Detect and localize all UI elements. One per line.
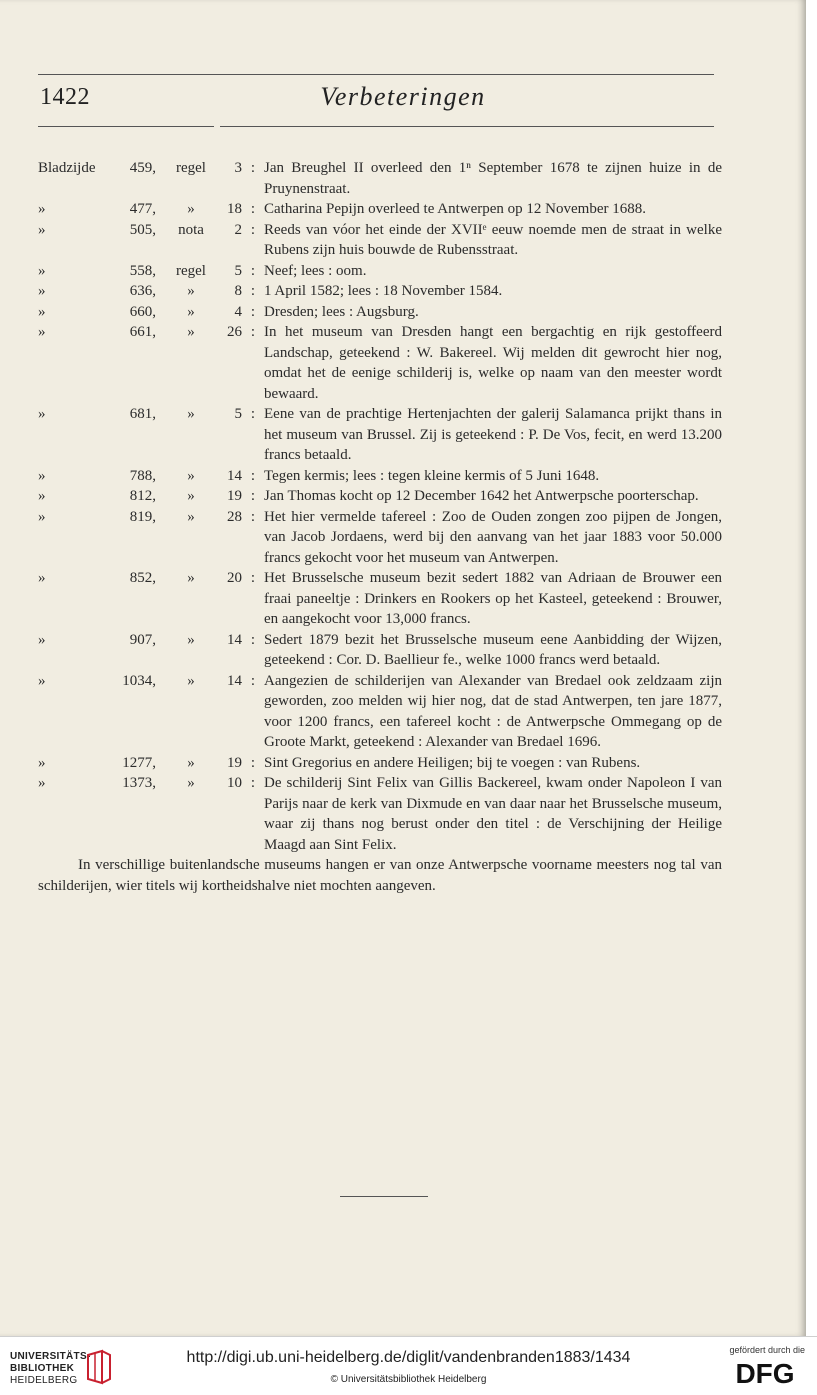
entry-text: Neef; lees : oom.: [264, 262, 367, 279]
page-number: 1422: [40, 84, 90, 110]
entry-label: »: [38, 672, 46, 689]
entry-label: »: [38, 303, 46, 320]
entry-page: 907,: [129, 631, 156, 648]
entry-kind: »: [187, 467, 195, 484]
entry-colon: :: [250, 508, 256, 525]
running-header: [0, 82, 806, 122]
entry-text: Eene van de prachtige Hertenjachten der galerij Salamanca prijkt thans in het museum van Brussel. Zij is geteekend : P. De Vos, fecit, en werd 13.200 francs betaald.: [264, 406, 722, 463]
entry-label: »: [38, 754, 46, 771]
entry-line: 14: [227, 631, 242, 648]
entry-label: »: [38, 283, 46, 299]
top-rule: [38, 74, 714, 75]
entry-text: De schilderij Sint Felix van Gillis Backereel, kwam onder Napoleon I van Parijs naar de kerk van Dixmude en van daar naar het Brusselsche museum, waar zij thans nog berust onder den titel : de Verschijning der Heilige Maagd aan Sint Felix.: [264, 775, 722, 853]
entry-label: »: [38, 467, 46, 484]
entry-kind: »: [187, 303, 195, 320]
errata-entry: [38, 322, 722, 404]
entry-text: Aangezien de schilderijen van Alexander van Bredael ook zeldzaam zijn geworden, zoo melden wij hier nog, dat de stad Antwerpen, ten jare 1877, voor 1200 francs, een tafereel kocht : de Antwerpsche Ommegang op de Groote Markt, geteekend : Alexander van Bredael 1696.: [264, 672, 722, 750]
entry-colon: :: [250, 262, 256, 279]
entry-text: Jan Breughel II overleed den 1ⁿ September 1678 te zijnen huize in de Pruynenstraat.: [264, 160, 722, 197]
entry-label: »: [38, 488, 46, 504]
entry-kind: »: [187, 672, 195, 689]
closing-paragraph: In verschillige buitenlandsche museums hangen er van onze Antwerpsche voorname meesters nog tal van schilderijen, wier titels wij kortheidshalve niet mochten aangeven.: [38, 857, 722, 894]
entry-line: 8: [234, 283, 242, 299]
errata-entry: [38, 404, 722, 466]
entry-kind: »: [187, 508, 195, 525]
entry-colon: :: [250, 283, 256, 299]
entry-colon: :: [250, 775, 256, 791]
entry-text: Het hier vermelde tafereel : Zoo de Ouden zongen zoo pijpen de Jongen, van Jacob Jordaens, werd bij den aanvang van het jaar 1883 voor 50.000 francs gekocht voor het museum van Antwerpen.: [264, 508, 722, 566]
dfg-logo-icon: [725, 1357, 805, 1387]
footer-bar: [0, 1336, 817, 1395]
entry-page: 660,: [129, 303, 156, 320]
entry-label: »: [38, 775, 46, 791]
entry-colon: :: [250, 201, 256, 217]
errata-list: [38, 158, 722, 911]
errata-entry: [38, 486, 722, 507]
funded-by-text: gefördert durch die: [729, 1345, 805, 1355]
entry-page: 819,: [129, 508, 156, 525]
citation-link[interactable]: http://digi.ub.uni-heidelberg.de/diglit/vandenbranden1883/1434: [186, 1349, 631, 1366]
entry-page: 558,: [129, 262, 156, 279]
errata-entry: [38, 630, 722, 671]
entry-colon: :: [250, 754, 256, 771]
entry-label: »: [38, 631, 46, 648]
entry-line: 14: [227, 672, 242, 689]
header-rule-left: [38, 126, 214, 127]
entry-page: 812,: [129, 488, 156, 504]
entry-kind: regel: [176, 262, 206, 279]
errata-entry: [38, 773, 722, 855]
errata-entry: [38, 281, 722, 302]
entry-colon: :: [250, 406, 256, 422]
entry-kind: »: [187, 570, 195, 586]
entry-label: »: [38, 262, 46, 279]
entry-text: In het museum van Dresden hangt een bergachtig en rijk gestoffeerd Landschap, geteekend : W. Bakereel. Wij melden dit gewrocht hier nog, omdat het de eenige schilderij is, welke op naam van den meester wordt bewaard.: [264, 324, 722, 402]
entry-line: 28: [227, 508, 242, 525]
entry-kind: nota: [178, 221, 204, 238]
errata-entry: [38, 466, 722, 487]
entry-kind: »: [187, 201, 195, 217]
entry-kind: regel: [176, 160, 206, 176]
end-rule: [340, 1196, 428, 1197]
entry-page: 1034,: [122, 672, 156, 689]
entry-colon: :: [250, 303, 256, 320]
entry-line: 5: [234, 406, 242, 422]
entry-kind: »: [187, 488, 195, 504]
entry-line: 18: [227, 201, 242, 217]
entry-text: Dresden; lees : Augsburg.: [264, 303, 419, 320]
entry-line: 4: [234, 303, 242, 320]
entry-page: 459,: [129, 160, 156, 176]
entry-kind: »: [187, 406, 195, 422]
errata-entry: [38, 753, 722, 774]
entry-label: »: [38, 221, 46, 238]
entry-page: 505,: [129, 221, 156, 238]
entry-line: 2: [234, 221, 242, 238]
entry-page: 788,: [129, 467, 156, 484]
entry-label: »: [38, 508, 46, 525]
entry-page: 852,: [129, 570, 156, 586]
entry-text: Tegen kermis; lees : tegen kleine kermis of 5 Juni 1648.: [264, 467, 600, 484]
entry-line: 14: [227, 467, 242, 484]
entry-kind: »: [187, 324, 195, 340]
entry-line: 19: [227, 754, 242, 771]
entry-label: »: [38, 201, 46, 217]
entry-page: 661,: [129, 324, 156, 340]
entry-line: 3: [234, 160, 242, 176]
entry-label: »: [38, 406, 46, 422]
entry-line: 10: [227, 775, 242, 791]
library-name-line: BIBLIOTHEK: [10, 1363, 75, 1374]
errata-entry: [38, 261, 722, 282]
library-name-line: HEIDELBERG: [10, 1375, 78, 1386]
entry-line: 26: [227, 324, 242, 340]
entry-text: Reeds van vóor het einde der XVIIᵉ eeuw noemde men de straat in welke Rubens zijn huis bouwde de Rubensstraat.: [264, 221, 722, 258]
entry-text: Sedert 1879 bezit het Brusselsche museum eene Aanbidding der Wijzen, geteekend : Cor. D. Baellieur fe., welke 1000 francs werd betaald.: [264, 631, 722, 668]
entry-text: 1 April 1582; lees : 18 November 1584.: [264, 283, 503, 299]
entry-colon: :: [250, 221, 256, 238]
entry-line: 5: [234, 262, 242, 279]
entry-colon: :: [250, 672, 256, 689]
library-name-line: UNIVERSITÄTS-: [10, 1351, 91, 1362]
entry-line: 19: [227, 488, 242, 504]
errata-entry: [38, 671, 722, 753]
entry-colon: :: [250, 324, 256, 340]
copyright-text: © Universitätsbibliothek Heidelberg: [330, 1374, 487, 1385]
errata-entry: [38, 507, 722, 569]
entry-kind: »: [187, 754, 195, 771]
entry-label: »: [38, 570, 46, 586]
entry-colon: :: [250, 631, 256, 648]
errata-entry: [38, 199, 722, 220]
entry-page: 1277,: [122, 754, 156, 771]
errata-entry: [38, 302, 722, 323]
entry-text: Jan Thomas kocht op 12 December 1642 het Antwerpsche poorterschap.: [264, 488, 699, 504]
entry-page: 636,: [129, 283, 156, 299]
entry-page: 477,: [129, 201, 156, 217]
entry-text: Sint Gregorius en andere Heiligen; bij te voegen : van Rubens.: [264, 754, 641, 771]
entry-colon: :: [250, 488, 256, 504]
errata-entry: [38, 158, 722, 199]
entry-page: 681,: [129, 406, 156, 422]
entry-page: 1373,: [122, 775, 156, 791]
entry-kind: »: [187, 283, 195, 299]
errata-entry: [38, 220, 722, 261]
entry-text: Catharina Pepijn overleed te Antwerpen op 12 November 1688.: [264, 201, 646, 217]
dfg-logo-text: DFG: [735, 1358, 795, 1387]
entry-colon: :: [250, 570, 256, 586]
entry-label: Bladzijde: [38, 160, 96, 176]
entry-line: 20: [227, 570, 242, 586]
entry-kind: »: [187, 775, 195, 791]
entry-kind: »: [187, 631, 195, 648]
entry-colon: :: [250, 467, 256, 484]
entry-text: Het Brusselsche museum bezit sedert 1882 van Adriaan de Brouwer een fraai paneeltje : Drinkers en Rookers op het Kasteel, geteekend : Brouwer, en aangekocht voor 13,000 francs.: [264, 570, 722, 627]
header-rule-right: [220, 126, 714, 127]
entry-colon: :: [250, 160, 256, 176]
entry-label: »: [38, 324, 46, 340]
errata-entry: [38, 568, 722, 630]
running-title: Verbeteringen: [320, 82, 486, 111]
